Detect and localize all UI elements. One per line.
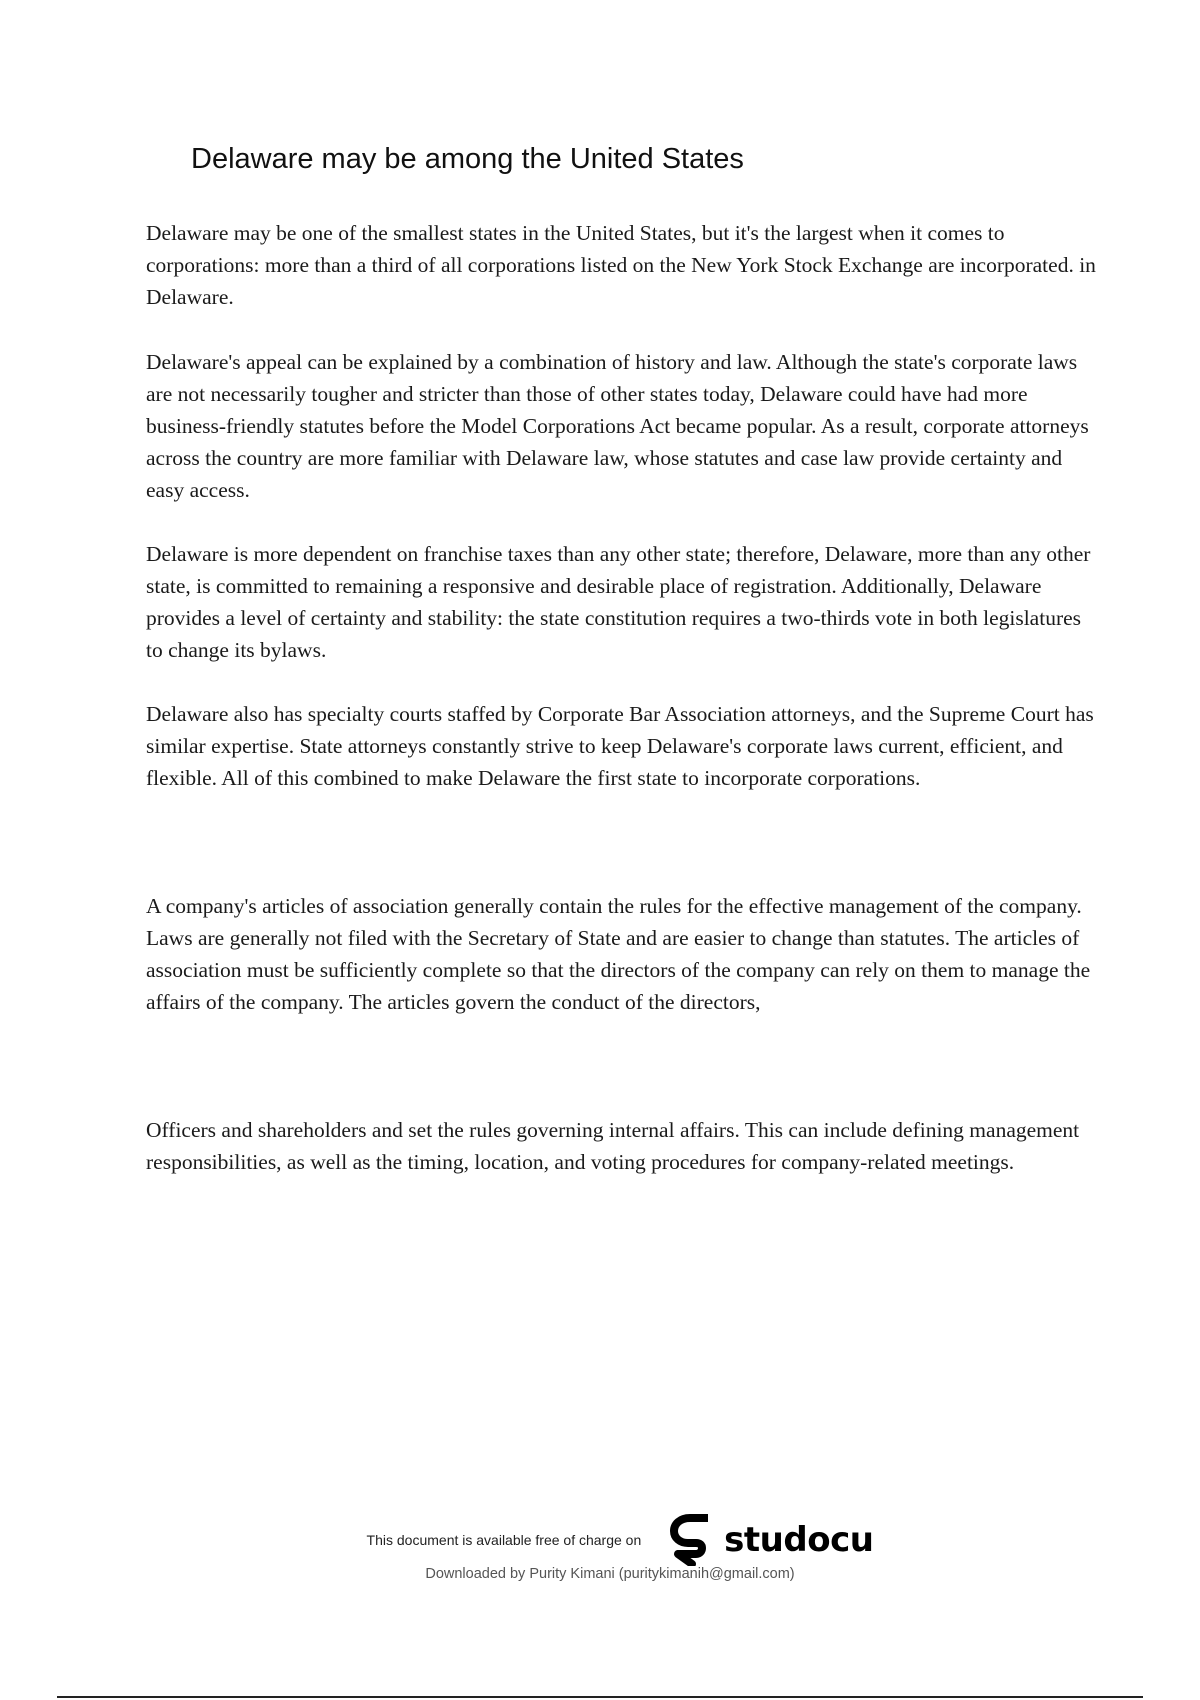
paragraph-1: Delaware may be one of the smallest states in the United States, but it's the largest when it comes to corporations: more than a third of all corporations listed on the New York Stock Exchange are incorporated. in Delaware. bbox=[146, 221, 1096, 309]
studocu-logo-icon bbox=[670, 1514, 716, 1566]
paragraph-7: Officers and shareholders and set the rules governing internal affairs. This can include defining management responsibilities, as well as the timing, location, and voting procedures for company-related meetings. bbox=[146, 1118, 1080, 1174]
paragraph-6: Laws are generally not filed with the Secretary of State and are easier to change than statutes. The articles of association must be sufficiently complete so that the directors of the company can rely on them to manage the affairs of the company. The articles govern the conduct of the directors, bbox=[146, 926, 1091, 1014]
paragraph-5: A company's articles of association generally contain the rules for the effective management of the company. bbox=[146, 894, 1082, 918]
studocu-logo[interactable] bbox=[670, 1514, 874, 1566]
footer-available-text: This document is available free of charge on bbox=[366, 1532, 642, 1548]
bottom-divider bbox=[57, 1696, 1143, 1698]
paragraph-4: Delaware also has specialty courts staffed by Corporate Bar Association attorneys, and the Supreme Court has similar expertise. State attorneys constantly strive to keep Delaware's corporate laws current, efficient, and flexible. All of this combined to make Delaware the first state to incorporate corporations. bbox=[146, 702, 1094, 790]
paragraph-group-articles bbox=[146, 890, 1098, 1018]
paragraph-3: Delaware is more dependent on franchise taxes than any other state; therefore, Delaware, more than any other state, is committed to remaining a responsive and desirable place of registration. Additionally, Delaware provides a level of certainty and stability: the state constitution requires a two-thirds vote in both legislatures to change its bylaws. bbox=[146, 542, 1091, 662]
studocu-logo-text: studocu bbox=[724, 1520, 874, 1560]
footer-availability bbox=[0, 1514, 1200, 1566]
paragraph-2: Delaware's appeal can be explained by a combination of history and law. Although the state's corporate laws are not necessarily tougher and stricter than those of other states today, Delaware could have had more business-friendly statutes before the Model Corporations Act became popular. As a result, corporate attorneys across the country are more familiar with Delaware law, whose statutes and case law provide certainty and easy access. bbox=[146, 350, 1089, 502]
footer-downloaded-by: Downloaded by Purity Kimani (puritykimanih@gmail.com) bbox=[425, 1566, 795, 1582]
document-title: Delaware may be among the United States bbox=[191, 143, 744, 175]
